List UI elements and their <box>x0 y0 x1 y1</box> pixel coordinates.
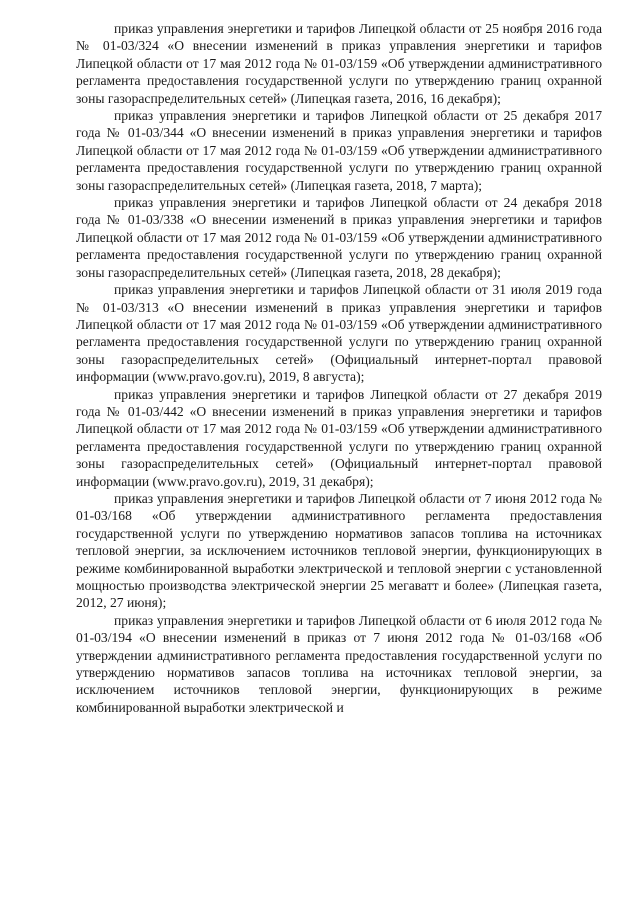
paragraph-order-2018-338: приказ управления энергетики и тарифов Липецкой области от 24 декабря 2018 года № 01-03/338 «О внесении изменений в приказ управления энергетики и тарифов Липецкой области от 17 мая 2012 года № 01-03/159 «Об утверждении административного регламента предоставления государственной услуги по утверждению границ охранной зоны газораспределительных сетей» (Липецкая газета, 2018, 28 декабря); <box>76 195 602 280</box>
paragraph-order-2019-313: приказ управления энергетики и тарифов Липецкой области от 31 июля 2019 года № 01-03/313 «О внесении изменений в приказ управления энергетики и тарифов Липецкой области от 17 мая 2012 года № 01-03/159 «Об утверждении административного регламента предоставления государственной услуги по утверждению границ охранной зоны газораспределительных сетей» (Официальный интернет-портал правовой информации (www.pravo.gov.ru), 2019, 8 августа); <box>76 282 602 385</box>
document-page <box>76 20 602 716</box>
paragraph-order-2016-324: приказ управления энергетики и тарифов Липецкой области от 25 ноября 2016 года № 01-03/324 «О внесении изменений в приказ управления энергетики и тарифов Липецкой области от 17 мая 2012 года № 01-03/159 «Об утверждении административного регламента предоставления государственной услуги по утверждению границ охранной зоны газораспределительных сетей» (Липецкая газета, 2016, 16 декабря); <box>76 21 602 106</box>
paragraph-order-2012-168: приказ управления энергетики и тарифов Липецкой области от 7 июня 2012 года № 01-03/168 «Об утверждении административного регламента предоставления государственной услуги по утверждению нормативов запасов топлива на источниках тепловой энергии, за исключением источников тепловой энергии, функционирующих в режиме комбинированной выработки электрической и тепловой энергии с установленной мощностью производства электрической энергии 25 мегаватт и более» (Липецкая газета, 2012, 27 июня); <box>76 490 602 611</box>
paragraph-order-2017-344: приказ управления энергетики и тарифов Липецкой области от 25 декабря 2017 года № 01-03/344 «О внесении изменений в приказ управления энергетики и тарифов Липецкой области от 17 мая 2012 года № 01-03/159 «Об утверждении административного регламента предоставления государственной услуги по утверждению границ охранной зоны газораспределительных сетей» (Липецкая газета, 2018, 7 марта); <box>76 108 602 193</box>
paragraph-order-2019-442: приказ управления энергетики и тарифов Липецкой области от 27 декабря 2019 года № 01-03/442 «О внесении изменений в приказ управления энергетики и тарифов Липецкой области от 17 мая 2012 года № 01-03/159 «Об утверждении административного регламента предоставления государственной услуги по утверждению границ охранной зоны газораспределительных сетей» (Официальный интернет-портал правовой информации (www.pravo.gov.ru), 2019, 31 декабря); <box>76 386 602 489</box>
paragraph-order-2012-194: приказ управления энергетики и тарифов Липецкой области от 6 июля 2012 года № 01-03/194 «О внесении изменений в приказ от 7 июня 2012 года № 01-03/168 «Об утверждении административного регламента предоставления государственной услуги по утверждению нормативов запасов топлива на источниках тепловой энергии, за исключением источников тепловой энергии, функционирующих в режиме комбинированной выработки электрической и <box>76 612 602 715</box>
